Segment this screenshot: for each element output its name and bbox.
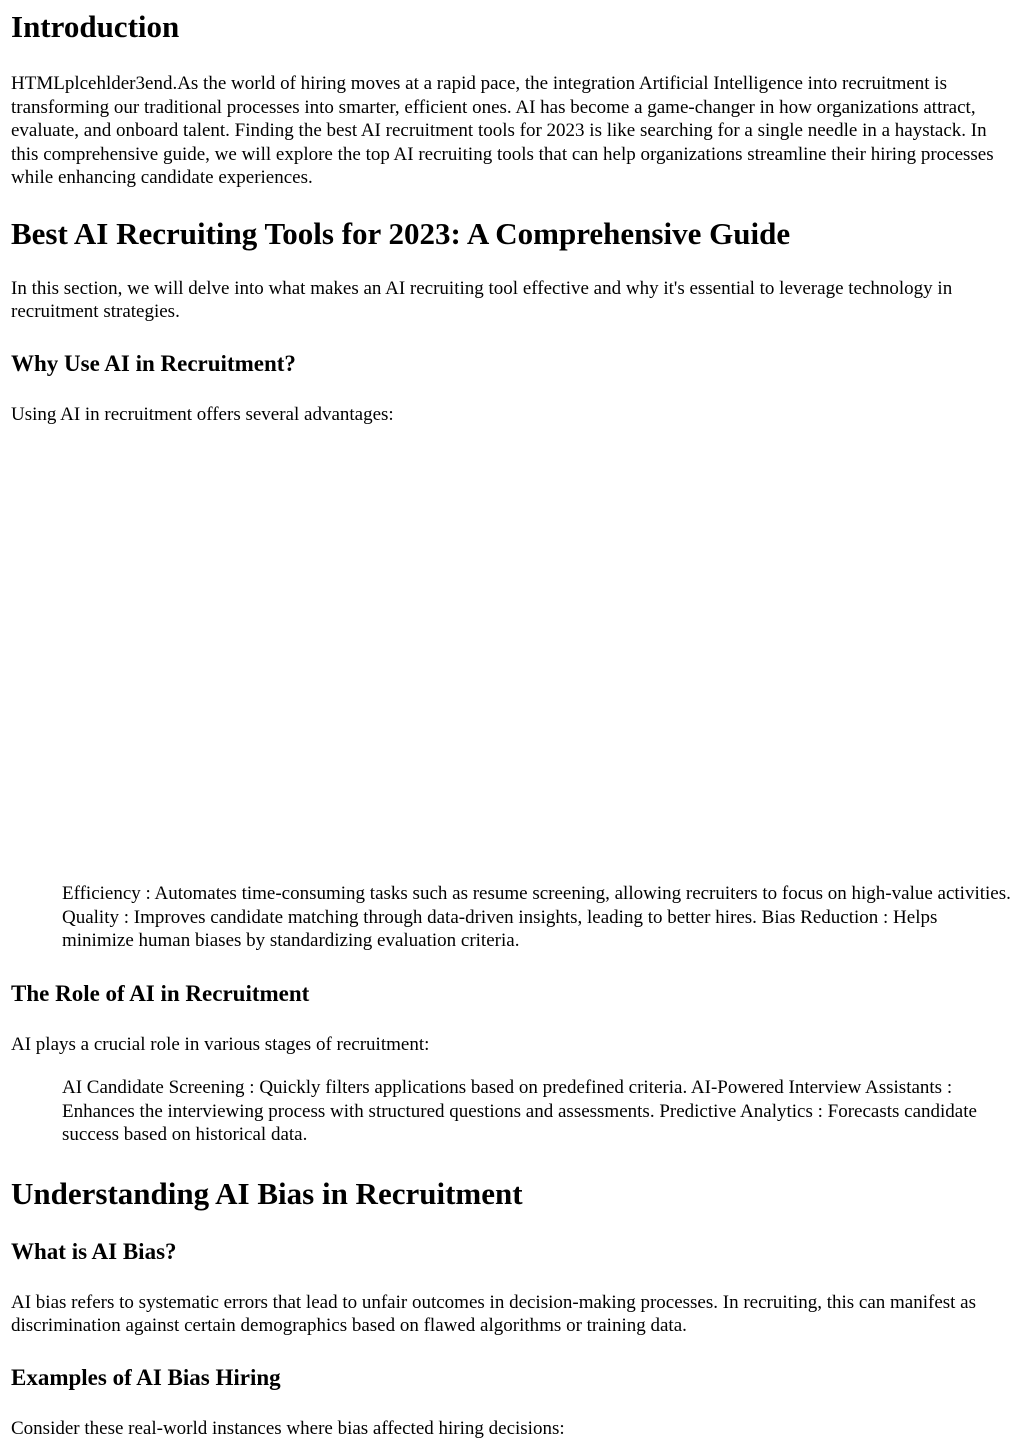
role-of-ai-quote: AI Candidate Screening : Quickly filters applications based on predefined criteria. AI-Powered Interview Assistants : Enhances the interviewing process with structured questions and assessments. Predictive Analytics : Forecasts candidate success based on historical data. [62,1077,977,1145]
role-of-ai-heading: The Role of AI in Recruitment [11,980,310,1006]
examples-heading: Examples of AI Bias Hiring [11,1364,281,1390]
why-use-ai-heading: Why Use AI in Recruitment? [11,350,296,376]
examples-paragraph: Consider these real-world instances where bias affected hiring decisions: [11,1417,565,1439]
blank-image-area [11,426,1013,882]
why-use-ai-paragraph: Using AI in recruitment offers several advantages: [11,403,394,425]
what-is-ai-bias-heading: What is AI Bias? [11,1238,177,1264]
guide-paragraph: In this section, we will delve into what makes an AI recruiting tool effective and why it's essential to leverage technology in recruitment strategies. [11,277,953,322]
what-is-ai-bias-paragraph: AI bias refers to systematic errors that lead to unfair outcomes in decision-making processes. In recruiting, this can manifest as discrimination against certain demographics based on flawed algorithms or training data. [11,1291,977,1336]
advantages-quote: Efficiency : Automates time-consuming tasks such as resume screening, allowing recruiters to focus on high-value activities. Quality : Improves candidate matching through data-driven insights, leading to better hires. Bias Reduction : Helps minimize human biases by standardizing evaluation criteria. [62,883,1011,951]
introduction-heading: Introduction [11,9,180,44]
role-of-ai-paragraph: AI plays a crucial role in various stages of recruitment: [11,1033,430,1055]
introduction-paragraph: HTMLplcehlder3end.As the world of hiring moves at a rapid pace, the integration Artificial Intelligence into recruitment is transforming our traditional processes into smarter, efficient ones. AI has become a game-changer in how organizations attract, evaluate, and onboard talent. Finding the best AI recruitment tools for 2023 is like searching for a single needle in a haystack. In this comprehensive guide, we will explore the top AI recruiting tools that can help organizations streamline their hiring processes while enhancing candidate experiences. [11,73,994,188]
ai-bias-heading: Understanding AI Bias in Recruitment [11,1175,523,1211]
guide-heading: Best AI Recruiting Tools for 2023: A Comprehensive Guide [11,215,791,251]
